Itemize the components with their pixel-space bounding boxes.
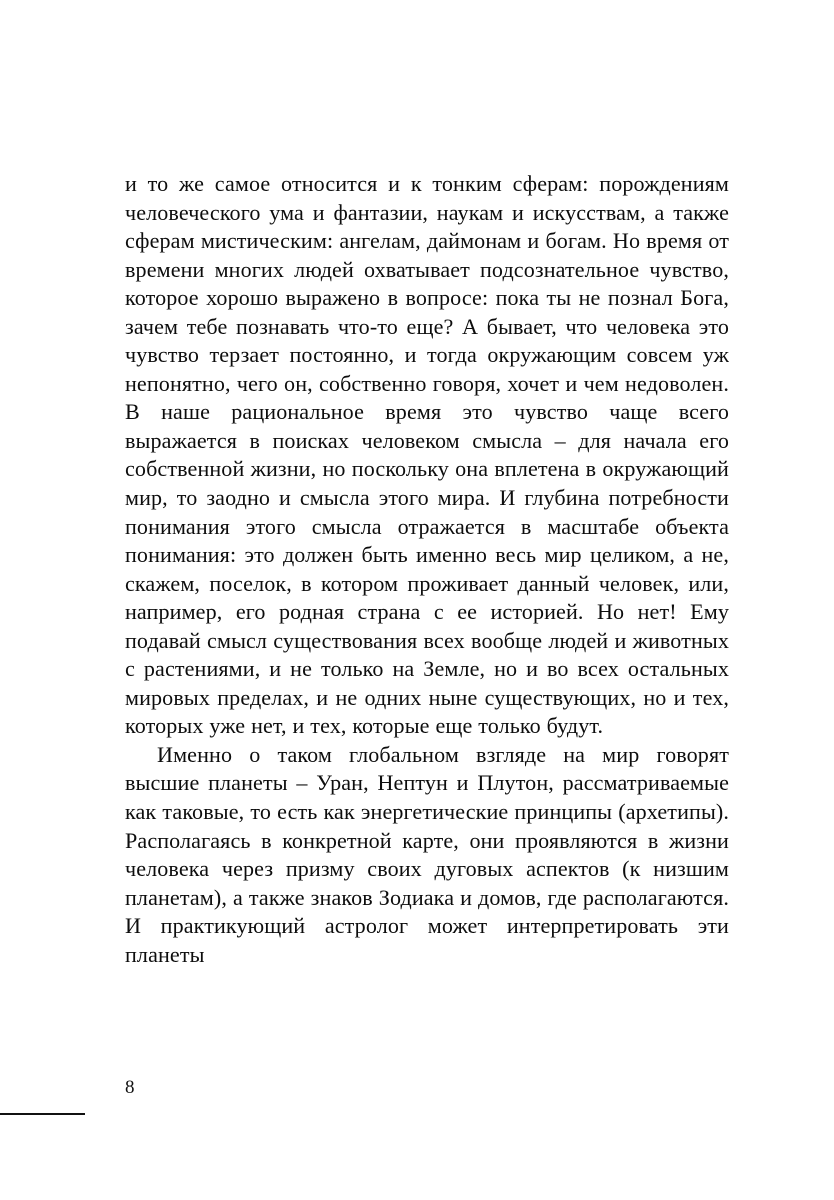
paragraph-1: и то же самое относится и к тонким сферам: порождениям человеческого ума и фантазии, наукам и искусствам, а также сферам мистическим: ангелам, даймонам и богам. Но время от времени многих людей охватывает подсознательное чувство, которое хорошо выражено в вопросе: пока ты не познал Бога, зачем тебе познавать что-то еще? А бывает, что человека это чувство терзает постоянно, и тогда окружающим совсем уж непонятно, чего он, собственно говоря, хочет и чем недоволен. В наше рациональное время это чувство чаще всего выражается в поисках человеком смысла – для начала его собственной жизни, но поскольку она вплетена в окружающий мир, то заодно и смысла этого мира. И глубина потребности понимания этого смысла отражается в масштабе объекта понимания: это должен быть именно весь мир целиком, а не, скажем, поселок, в котором проживает данный человек, или, например, его родная страна с ее историей. Но нет! Ему подавай смысл существования всех вообще людей и животных с растениями, и не только на Земле, но и во всех остальных мировых пределах, и не одних ныне существующих, но и тех, которых уже нет, и тех, которые еще только будут. [125, 171, 729, 739]
paragraph-2: Именно о таком глобальном взгляде на мир говорят высшие планеты – Уран, Нептун и Плутон, рассматриваемые как таковые, то есть как энергетические принципы (архетипы). Располагаясь в конкретной карте, они проявляются в жизни человека через призму своих дуговых аспектов (к низшим планетам), а также знаков Зодиака и домов, где располагаются. И практикующий астролог может интерпретировать эти планеты [125, 741, 729, 967]
page-number: 8 [125, 1077, 135, 1098]
footer-divider [0, 1113, 85, 1115]
body-text-block [125, 170, 729, 969]
